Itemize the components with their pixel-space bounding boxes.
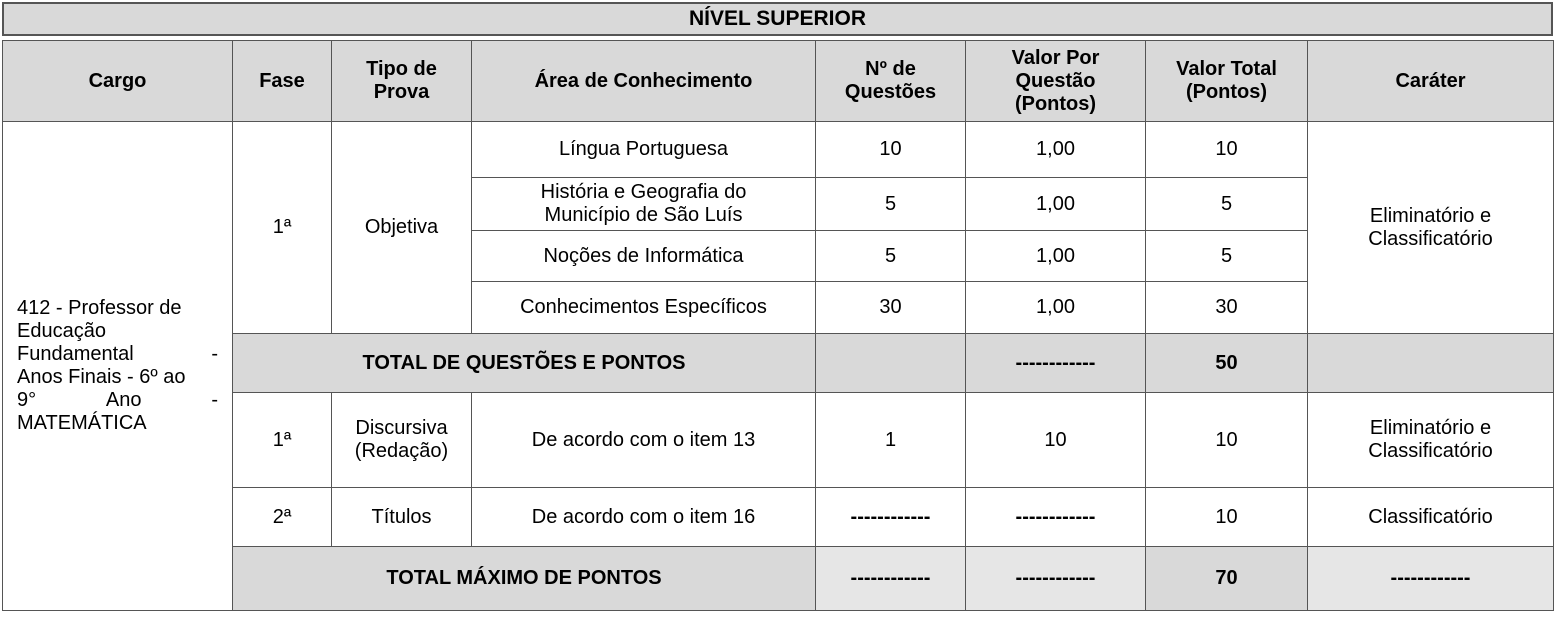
- titulos-valor: ------------: [966, 488, 1146, 547]
- total-cell: 5: [1146, 231, 1308, 282]
- cargo-word: -: [211, 389, 218, 411]
- titulos-fase: 2ª: [233, 488, 332, 547]
- discursiva-carater-line2: Classificatório: [1368, 440, 1493, 462]
- total-questoes-carater: [1308, 334, 1554, 393]
- table-title: NÍVEL SUPERIOR: [2, 2, 1553, 36]
- total-maximo-valor: ------------: [966, 547, 1146, 611]
- total-maximo-row: [3, 547, 1554, 611]
- cargo-word: Fundamental: [17, 343, 134, 365]
- total-questoes-valor: ------------: [966, 334, 1146, 393]
- exam-table: [2, 40, 1554, 611]
- cargo-line: 412 - Professor de: [17, 297, 182, 319]
- total-maximo-label: TOTAL MÁXIMO DE PONTOS: [233, 547, 816, 611]
- discursiva-fase: 1ª: [233, 393, 332, 488]
- header-nq-line2: Questões: [844, 81, 937, 103]
- valor-cell: 1,00: [966, 231, 1146, 282]
- valor-cell: 1,00: [966, 178, 1146, 231]
- total-questoes-label: TOTAL DE QUESTÕES E PONTOS: [233, 334, 816, 393]
- header-area: Área de Conhecimento: [472, 41, 816, 122]
- valor-cell: 1,00: [966, 282, 1146, 334]
- header-vt-line2: (Pontos): [1185, 81, 1268, 103]
- discursiva-tipo-line2: (Redação): [354, 440, 449, 462]
- titulos-tipo: Títulos: [332, 488, 472, 547]
- titulos-area: De acordo com o item 16: [472, 488, 816, 547]
- header-vpq-line3: (Pontos): [1014, 92, 1097, 115]
- questoes-cell: 30: [816, 282, 966, 334]
- header-tipo: [332, 41, 472, 122]
- objetiva-tipo: Objetiva: [332, 122, 472, 334]
- total-questoes-total: 50: [1146, 334, 1308, 393]
- total-cell: 5: [1146, 178, 1308, 231]
- cargo-word: 9°: [17, 389, 37, 411]
- titulos-total: 10: [1146, 488, 1308, 547]
- valor-cell: 1,00: [966, 122, 1146, 178]
- questoes-cell: 5: [816, 178, 966, 231]
- area-cell: Noções de Informática: [472, 231, 816, 282]
- cargo-line: Educação: [17, 320, 106, 342]
- total-maximo-total: 70: [1146, 547, 1308, 611]
- header-vpq-line2: Questão: [1015, 69, 1096, 92]
- objetiva-fase: 1ª: [233, 122, 332, 334]
- exam-table-container: [2, 2, 1553, 611]
- carater-line1: Eliminatório e: [1369, 204, 1492, 227]
- cargo-line: Anos Finais - 6º ao: [17, 366, 186, 388]
- titulos-carater: Classificatório: [1308, 488, 1554, 547]
- header-valor-total: [1146, 41, 1308, 122]
- cargo-cell: [3, 122, 233, 611]
- area-cell: Conhecimentos Específicos: [472, 282, 816, 334]
- area-line1: História e Geografia do: [540, 181, 747, 203]
- total-questoes-row: [3, 334, 1554, 393]
- questoes-cell: 5: [816, 231, 966, 282]
- discursiva-questoes: 1: [816, 393, 966, 488]
- discursiva-carater-line1: Eliminatório e: [1369, 417, 1492, 439]
- header-fase: Fase: [233, 41, 332, 122]
- header-row: [3, 41, 1554, 122]
- header-nq-line1: Nº de: [865, 58, 916, 80]
- discursiva-carater: [1308, 393, 1554, 488]
- total-cell: 10: [1146, 122, 1308, 178]
- header-carater: Caráter: [1308, 41, 1554, 122]
- header-vpq-line1: Valor Por: [1011, 46, 1100, 69]
- carater-line2: Classificatório: [1368, 227, 1493, 250]
- header-vt-line1: Valor Total: [1176, 58, 1277, 80]
- area-cell: [472, 178, 816, 231]
- total-maximo-questoes: ------------: [816, 547, 966, 611]
- total-questoes-questoes: [816, 334, 966, 393]
- discursiva-valor: 10: [966, 393, 1146, 488]
- titulos-questoes: ------------: [816, 488, 966, 547]
- discursiva-tipo-line1: Discursiva: [355, 417, 448, 439]
- discursiva-area: De acordo com o item 13: [472, 393, 816, 488]
- header-num-questoes: [816, 41, 966, 122]
- total-maximo-carater: ------------: [1308, 547, 1554, 611]
- objetiva-carater: [1308, 122, 1554, 334]
- discursiva-total: 10: [1146, 393, 1308, 488]
- area-cell: Língua Portuguesa: [472, 122, 816, 178]
- discursiva-tipo: [332, 393, 472, 488]
- cargo-line: MATEMÁTICA: [17, 412, 147, 434]
- header-valor-por-questao: [966, 41, 1146, 122]
- questoes-cell: 10: [816, 122, 966, 178]
- discursiva-row: [3, 393, 1554, 488]
- header-tipo-line1: Tipo de: [366, 58, 437, 80]
- cargo-line: [17, 343, 218, 366]
- header-cargo: Cargo: [3, 41, 233, 122]
- total-cell: 30: [1146, 282, 1308, 334]
- cargo-word: -: [211, 343, 218, 365]
- area-line2: Município de São Luís: [544, 204, 743, 226]
- cargo-line: [17, 389, 218, 412]
- table-row: [3, 122, 1554, 178]
- cargo-word: Ano: [105, 389, 142, 411]
- titulos-row: [3, 488, 1554, 547]
- header-tipo-line2: Prova: [373, 81, 430, 103]
